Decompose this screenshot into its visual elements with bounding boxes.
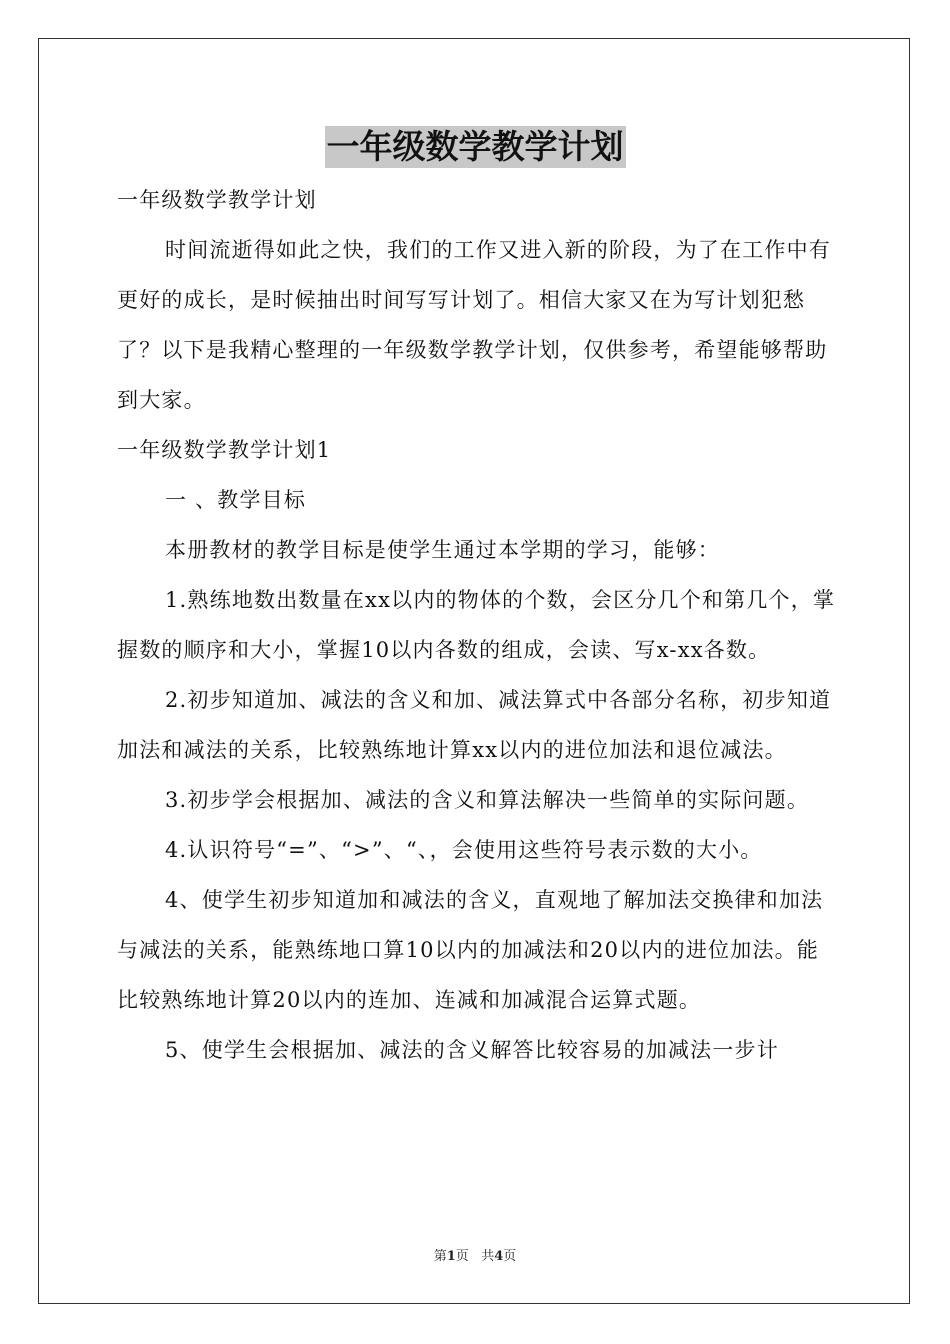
page-footer	[0, 1248, 950, 1266]
document-title	[0, 126, 950, 168]
body-heading: 一年级数学教学计划	[117, 188, 317, 212]
total-prefix: 共	[481, 1249, 495, 1264]
list-item: 2.初步知道加、减法的含义和加、减法算式中各部分名称，初步知道加法和减法的关系，比较熟练地计算xx以内的进位加法和退位减法。	[117, 688, 832, 762]
document-body	[117, 175, 837, 1075]
page-suffix: 页	[455, 1249, 469, 1264]
document-title-text: 一年级数学教学计划	[326, 127, 624, 166]
total-pages: 4	[494, 1249, 504, 1264]
list-item: 1.熟练地数出数量在xx以内的物体的个数，会区分几个和第几个，掌握数的顺序和大小，掌握10以内各数的组成，会读、写x-xx各数。	[117, 588, 836, 662]
page-prefix: 第	[433, 1249, 447, 1264]
list-item: 4.认识符号“=”、“>”、“、，会使用这些符号表示数的大小。	[165, 838, 763, 862]
page-number: 1	[446, 1249, 456, 1264]
body-paragraph: 本册教材的教学目标是使学生通过本学期的学习，能够：	[165, 538, 720, 562]
section-heading: 一年级数学教学计划1	[117, 438, 332, 462]
intro-paragraph: 时间流逝得如此之快，我们的工作又进入新的阶段，为了在工作中有更好的成长，是时候抽出时间写写计划了。相信大家又在为写计划犯愁了？以下是我精心整理的一年级数学教学计划，仅供参考，希望能够帮助到大家。	[117, 238, 831, 412]
list-item: 4、使学生初步知道加和减法的含义，直观地了解加法交换律和加法与减法的关系，能熟练地口算10以内的加减法和20以内的进位加法。能比较熟练地计算20以内的连加、连减和加减混合运算式题。	[117, 888, 824, 1012]
subsection-heading: 一 、教学目标	[165, 488, 307, 512]
list-item: 3.初步学会根据加、减法的含义和算法解决一些简单的实际问题。	[165, 788, 810, 812]
total-suffix: 页	[503, 1249, 517, 1264]
list-item: 5、使学生会根据加、减法的含义解答比较容易的加减法一步计	[165, 1038, 779, 1062]
